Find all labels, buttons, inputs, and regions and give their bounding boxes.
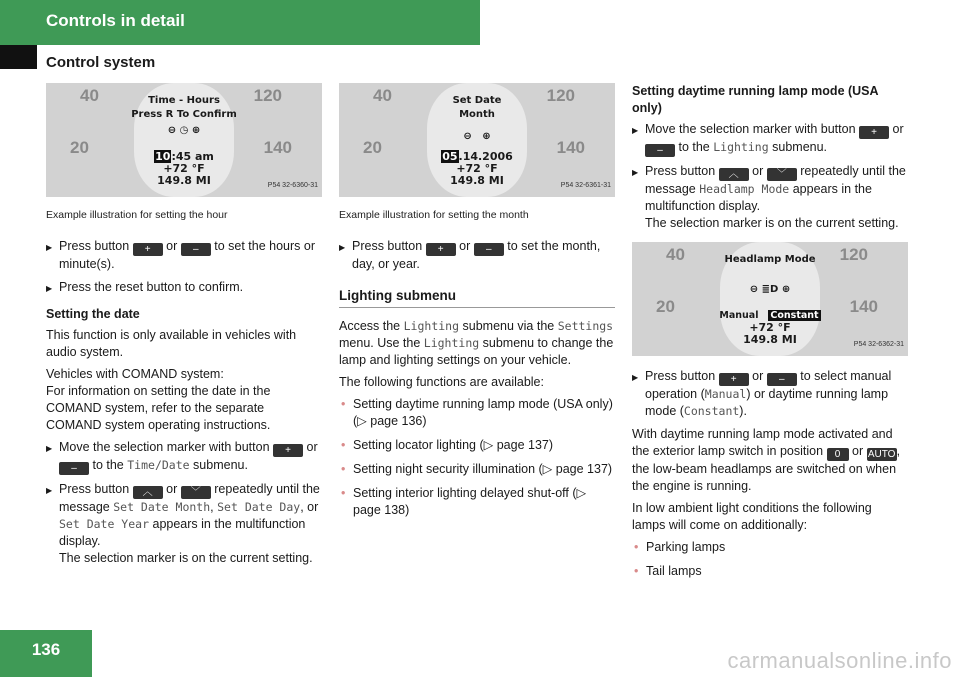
paragraph: With daytime running lamp mode activated and the exterior lamp switch in position 0 or AUTO, the low-beam headlamps are switched on when the engine is running. — [632, 427, 901, 493]
minus-button-icon: – — [767, 373, 797, 386]
minus-button-icon: – — [474, 243, 504, 256]
headlamp-icon: ⊖ ≣D ⊕ — [749, 284, 791, 295]
gauge-label: 120 — [839, 245, 868, 264]
up-button-icon: ︿ — [133, 486, 163, 499]
page-number: 136 — [31, 640, 61, 659]
subheading: Setting the date — [46, 307, 140, 321]
figure-code: P54 32-6361-31 — [560, 182, 611, 189]
clock-icon: ⊖ ◷ ⊕ — [167, 125, 201, 136]
gauge-label: 120 — [546, 86, 575, 105]
step: ▶ Press button + or – to set the month, day, or year. — [339, 238, 615, 273]
minus-button-icon: – — [59, 462, 89, 475]
display-miles: 149.8 MI — [450, 174, 504, 187]
manual-option: Manual — [719, 310, 759, 321]
watermark: carmanualsonline.info — [727, 648, 952, 673]
step: ▶ Press button ︿ or ﹀ repeatedly until the message Set Date Month, Set Date Day, or Set Date Year appears in the multifunction display. The selection marker is on the current setting. — [46, 481, 322, 567]
display-temp: +72 °F — [456, 162, 498, 175]
subheading: Setting daytime running lamp mode (USA only) — [632, 84, 879, 115]
down-button-icon: ﹀ — [181, 486, 211, 499]
column-1 — [46, 83, 322, 573]
list-item: • Setting night security illumination (▷ page 137) — [339, 461, 615, 478]
step: ▶ Press the reset button to confirm. — [46, 279, 322, 296]
figure-set-hour — [46, 83, 322, 197]
display-temp: +72 °F — [749, 321, 791, 334]
minus-plus-icon: ⊖ ⊕ — [463, 131, 491, 142]
figure-set-month — [339, 83, 615, 197]
zero-position-icon: 0 — [827, 448, 849, 461]
display-title: Time - Hours — [148, 95, 220, 106]
up-button-icon: ︿ — [719, 168, 749, 181]
display-miles: 149.8 MI — [743, 333, 797, 346]
display-subtitle: Month — [459, 109, 495, 120]
step: ▶ Press button + or – to select manual operation (Manual) or daytime running lamp mode (Constant). — [632, 368, 908, 420]
display-miles: 149.8 MI — [157, 174, 211, 187]
minus-button-icon: – — [645, 144, 675, 157]
figure-caption: Example illustration for setting the month — [339, 209, 529, 221]
gauge-label: 140 — [263, 138, 292, 157]
hour-highlight: 10 — [155, 150, 171, 163]
step: ▶ Press button + or – to set the hours or minute(s). — [46, 238, 322, 273]
chapter-title: Controls in detail — [46, 11, 185, 30]
paragraph: The following functions are available: — [339, 375, 544, 389]
figure-code: P54 32-6362-31 — [853, 341, 904, 348]
plus-button-icon: + — [719, 373, 749, 386]
paragraph: Access the Lighting submenu via the Settings menu. Use the Lighting submenu to change the lamp and lighting settings on your vehicle. — [339, 319, 614, 367]
figure-caption: Example illustration for setting the hour — [46, 209, 228, 221]
display-title: Set Date — [452, 95, 502, 106]
figure-headlamp-mode — [632, 242, 908, 356]
column-3 — [632, 83, 908, 587]
display-subtitle: Press R To Confirm — [131, 109, 237, 120]
gauge-label: 120 — [253, 86, 282, 105]
step: ▶ Move the selection marker with button + or – to the Lighting submenu. — [632, 121, 908, 157]
display-temp: +72 °F — [163, 162, 205, 175]
list-item: • Setting interior lighting delayed shut-off (▷ page 138) — [339, 485, 615, 519]
gauge-label: 140 — [849, 297, 878, 316]
list-item: • Setting locator lighting (▷ page 137) — [339, 437, 615, 454]
plus-button-icon: + — [133, 243, 163, 256]
section-marker — [0, 45, 37, 69]
gauge-label: 40 — [80, 86, 99, 105]
gauge-label: 20 — [70, 138, 89, 157]
list-item: • Parking lamps — [632, 539, 908, 556]
plus-button-icon: + — [426, 243, 456, 256]
column-2 — [339, 83, 615, 526]
date-value: .14.2006 — [458, 150, 513, 163]
step: ▶ Press button ︿ or ﹀ repeatedly until the message Headlamp Mode appears in the multifunction display. The selection marker is on the current setting. — [632, 163, 908, 232]
plus-button-icon: + — [273, 444, 303, 457]
gauge-label: 20 — [363, 138, 382, 157]
gauge-label: 140 — [556, 138, 585, 157]
time-value: :45 am — [171, 150, 214, 163]
gauge-label: 40 — [373, 86, 392, 105]
figure-code: P54 32-6360-31 — [267, 182, 318, 189]
paragraph: Vehicles with COMAND system: For information on setting the date in the COMAND system, refer to the separate COMAND system operating instructions. — [46, 367, 271, 432]
paragraph: In low ambient light conditions the following lamps will come on additionally: — [632, 501, 872, 532]
list-item: • Setting daytime running lamp mode (USA only) (▷ page 136) — [339, 396, 615, 430]
plus-button-icon: + — [859, 126, 889, 139]
list-item: • Tail lamps — [632, 563, 908, 580]
section-heading: Lighting submenu — [339, 287, 615, 308]
month-highlight: 05 — [442, 150, 458, 163]
paragraph: This function is only available in vehicles with audio system. — [46, 328, 297, 359]
display-title: Headlamp Mode — [724, 254, 816, 265]
gauge-label: 20 — [656, 297, 675, 316]
section-title: Control system — [46, 54, 156, 71]
gauge-label: 40 — [666, 245, 685, 264]
constant-option-selected: Constant — [770, 310, 819, 321]
down-button-icon: ﹀ — [767, 168, 797, 181]
auto-position-icon: AUTO — [867, 449, 896, 460]
step: ▶ Move the selection marker with button + or – to the Time/Date submenu. — [46, 439, 322, 475]
minus-button-icon: – — [181, 243, 211, 256]
